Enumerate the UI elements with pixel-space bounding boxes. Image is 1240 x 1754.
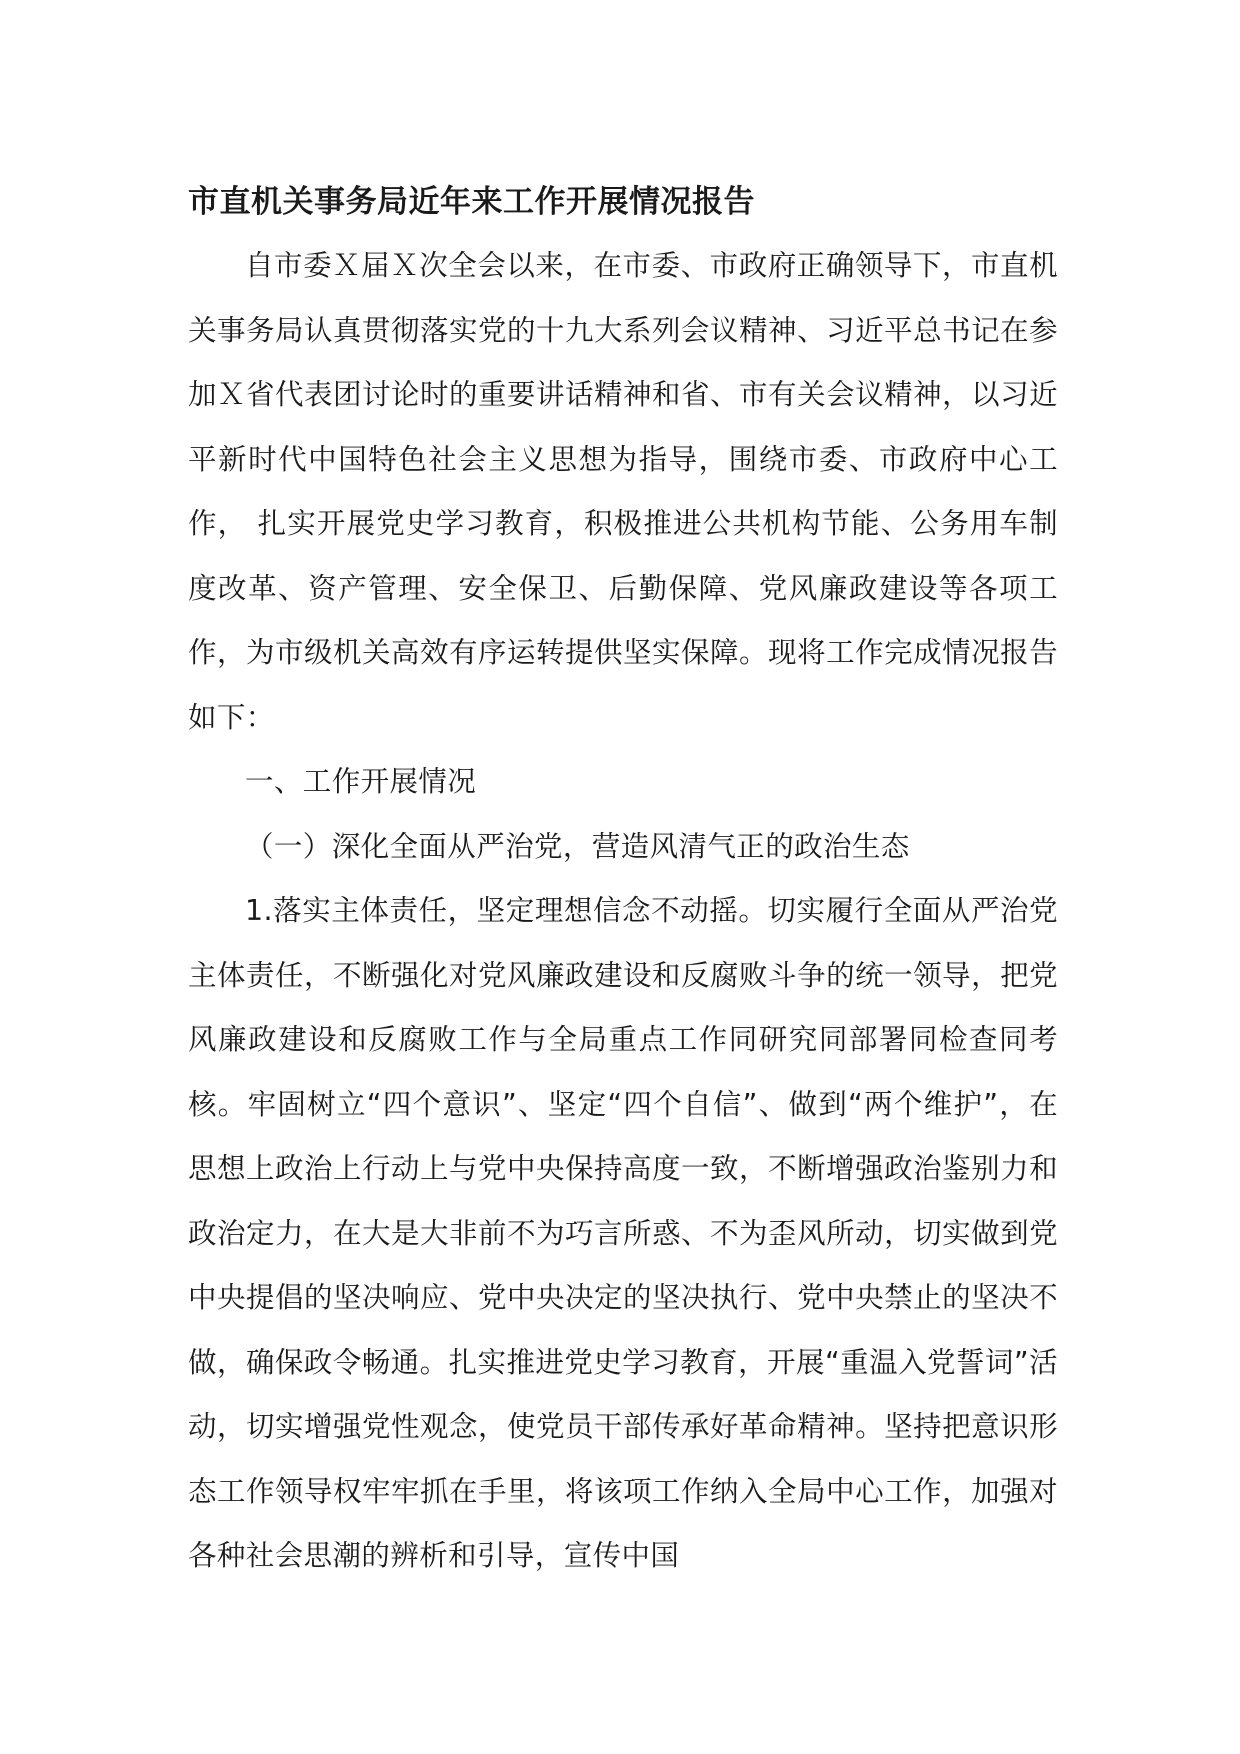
- intro-paragraph: 自市委Ｘ届Ｘ次全会以来，在市委、市政府正确领导下，市直机关事务局认真贯彻落实党的十九大系列会议精神、习近平总书记在参加Ｘ省代表团讨论时的重要讲话精神和省、市有关会议精神，以习近平新时代中国特色社会主义思想为指导，围绕市委、市政府中心工作， 扎实开展党史学习教育，积极推进公共机构节能、公务用车制度改革、资产管理、安全保卫、后勤保障、党风廉政建设等各项工作，为市级机关高效有序运转提供坚实保障。现将工作完成情况报告如下：: [188, 249, 1058, 734]
- document-title: 市直机关事务局近年来工作开展情况报告: [188, 184, 755, 220]
- subsection-heading: （一）深化全面从严治党，营造风清气正的政治生态: [245, 829, 910, 863]
- document-body: [188, 170, 1058, 1589]
- item-paragraph: 1.落实主体责任，坚定理想信念不动摇。切实履行全面从严治党主体责任，不断强化对党风廉政建设和反腐败斗争的统一领导，把党风廉政建设和反腐败工作与全局重点工作同研究同部署同检查同考核。牢固树立“四个意识”、坚定“四个自信”、做到“两个维护”，在思想上政治上行动上与党中央保持高度一致，不断增强政治鉴别力和政治定力，在大是大非前不为巧言所惑、不为歪风所动，切实做到党中央提倡的坚决响应、党中央决定的坚决执行、党中央禁止的坚决不做，确保政令畅通。扎实推进党史学习教育，开展“重温入党誓词”活动，切实增强党性观念，使党员干部传承好革命精神。坚持把意识形态工作领导权牢牢抓在手里，将该项工作纳入全局中心工作，加强对各种社会思潮的辨析和引导，宣传中国: [188, 894, 1058, 1572]
- section-heading: 一、工作开展情况: [245, 765, 477, 798]
